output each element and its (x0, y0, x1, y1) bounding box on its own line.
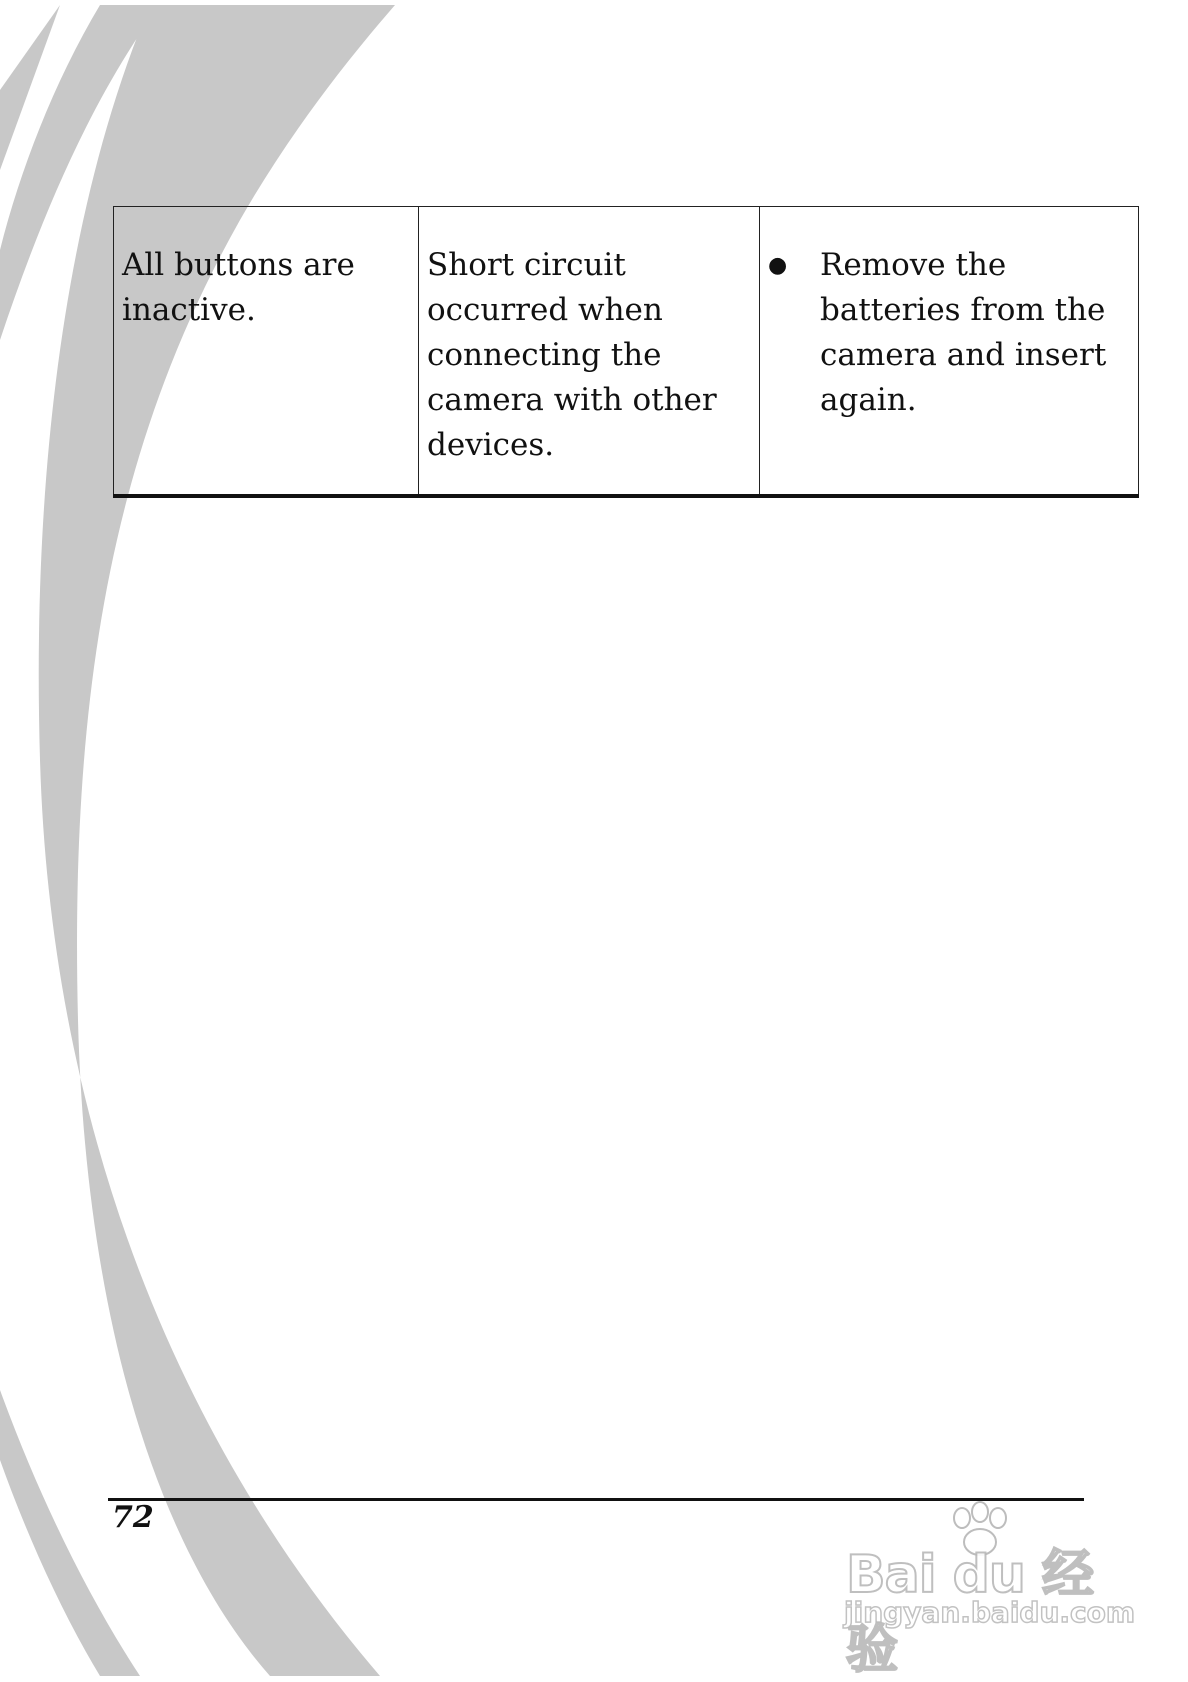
bullet-icon: ● (768, 253, 788, 278)
watermark-url: jingyan.baidu.com (844, 1596, 1136, 1629)
solution-text: Remove the batteries from the camera and insert again. (820, 247, 1107, 418)
cause-text: Short circuit occurred when connecting the camera with other devices. (427, 247, 717, 463)
cause-cell (419, 207, 760, 497)
page-number: 72 (112, 1500, 154, 1535)
solution-list-item (768, 243, 1130, 423)
table-row (114, 207, 1139, 497)
troubleshooting-table (113, 206, 1139, 498)
solution-cell (760, 207, 1139, 497)
watermark (840, 1500, 1136, 1680)
watermark-brand: Bai du 经验 (846, 1545, 1093, 1680)
problem-cell (114, 207, 419, 497)
problem-text: All buttons are inactive. (122, 247, 355, 328)
